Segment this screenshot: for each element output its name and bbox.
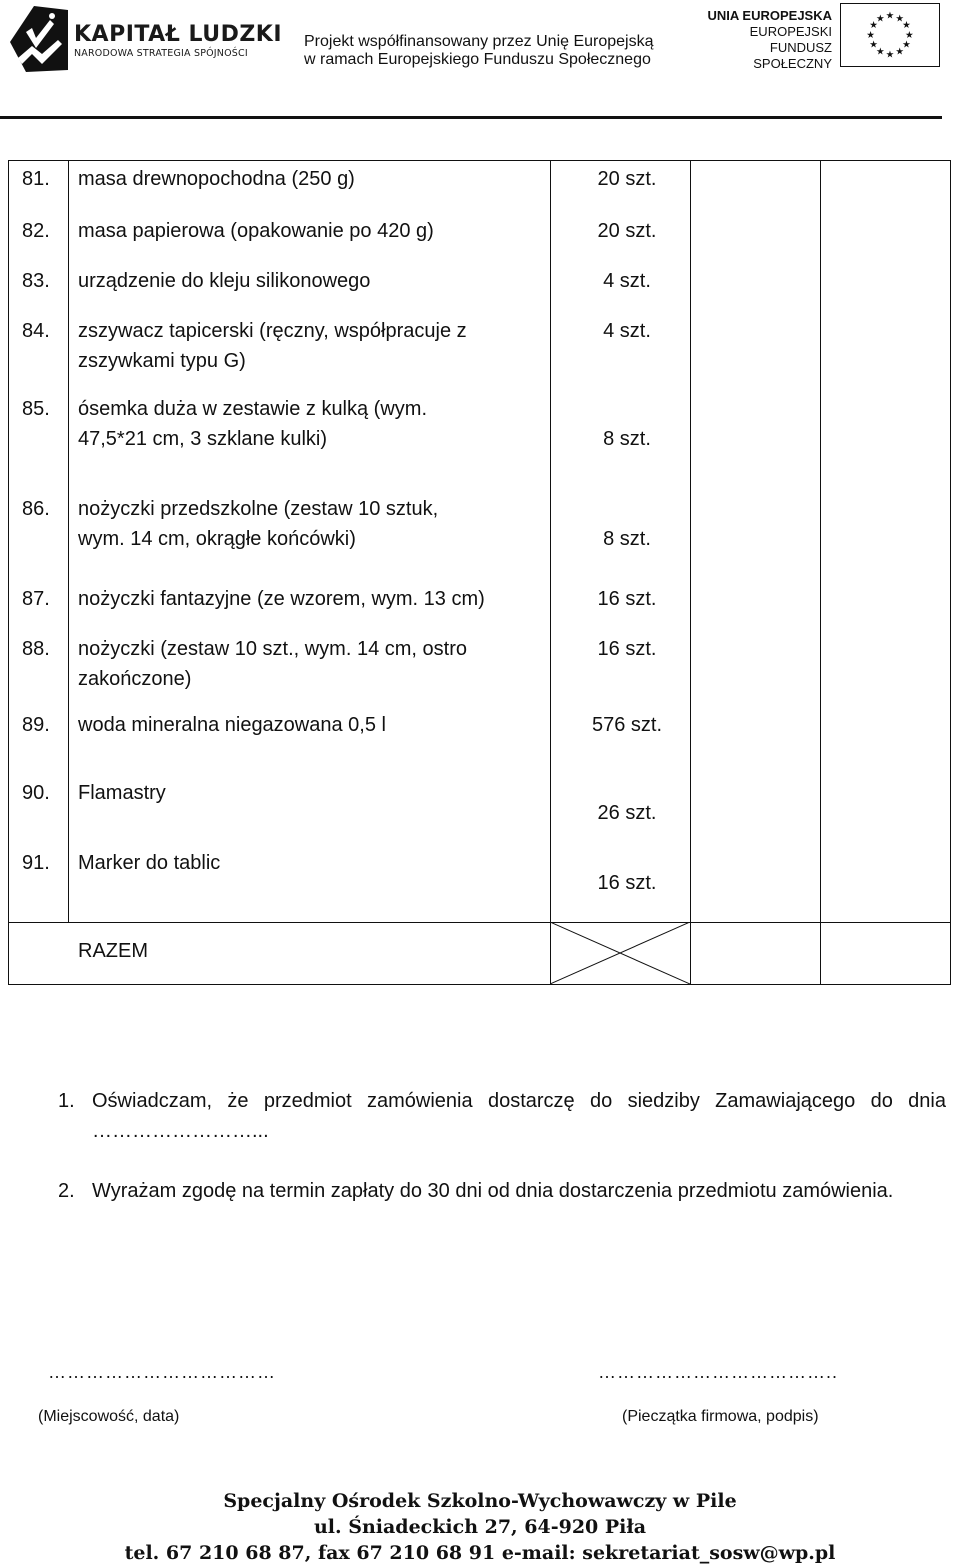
svg-text:★: ★ [869, 39, 878, 51]
svg-text:★: ★ [902, 20, 911, 32]
table-row [8, 262, 951, 312]
item-quantity: 16 szt. [597, 588, 657, 610]
item-number: 91. [22, 852, 50, 874]
item-number: 90. [22, 782, 50, 804]
svg-text:★: ★ [902, 39, 911, 51]
table-vline [820, 160, 821, 984]
table-vline [68, 160, 69, 922]
table-vline [8, 160, 9, 984]
statement-1 [58, 1086, 946, 1146]
item-number: 86. [22, 498, 50, 520]
item-number: 88. [22, 638, 50, 660]
table-row [8, 312, 951, 388]
item-name-line: zszywacz tapicerski (ręczny, współpracuje z [78, 320, 467, 342]
item-quantity: 20 szt. [597, 168, 657, 190]
table-hline [8, 984, 951, 985]
footer-contact: tel. 67 210 68 87, fax 67 210 68 91 e-mail: sekretariat_sosw@wp.pl [124, 1542, 836, 1564]
item-name-line: 47,5*21 cm, 3 szklane kulki) [78, 428, 328, 450]
table-hline [8, 160, 951, 161]
item-name-line: Marker do tablic [78, 852, 221, 874]
svg-text:★: ★ [905, 29, 914, 41]
item-name-line: woda mineralna niegazowana 0,5 l [78, 714, 386, 736]
total-label: RAZEM [78, 940, 148, 962]
statement-number: 2. [58, 1180, 75, 1202]
svg-text:★: ★ [869, 20, 878, 32]
item-name [78, 316, 548, 388]
item-number: 82. [22, 220, 50, 242]
svg-text:★: ★ [885, 49, 895, 61]
item-quantity: 8 szt. [603, 428, 651, 450]
item-quantity: 20 szt. [597, 220, 657, 242]
eu-line-3: FUNDUSZ SPOŁECZNY [753, 40, 832, 71]
item-number: 83. [22, 270, 50, 292]
item-name [78, 710, 548, 768]
item-name [78, 494, 548, 578]
svg-text:★: ★ [875, 13, 885, 25]
crossed-cell-icon [550, 922, 690, 984]
statement-text: Wyrażam zgodę na termin zapłaty do 30 dni od dnia dostarczenia przedmiotu zamówienia. [92, 1180, 894, 1202]
item-name-line: zakończone) [78, 668, 192, 690]
item-name-line: zszywkami typu G) [78, 350, 246, 372]
item-quantity: 26 szt. [597, 802, 657, 824]
table-row [8, 578, 951, 628]
svg-text:★: ★ [866, 29, 875, 41]
item-quantity: 16 szt. [597, 872, 657, 894]
statement-text: Oświadczam, że przedmiot zamówienia dostarczę do siedziby Zamawiającego do dnia ……………………... [92, 1090, 946, 1142]
item-name [78, 584, 548, 628]
eu-label [700, 8, 832, 72]
stamp-signature-line: ……………………………….. [598, 1362, 839, 1382]
item-name-line: masa papierowa (opakowanie po 420 g) [78, 220, 434, 242]
stamp-signature-caption: (Pieczątka firmowa, podpis) [622, 1408, 819, 1425]
item-name-line: urządzenie do kleju silikonowego [78, 270, 371, 292]
item-name [78, 216, 548, 262]
item-quantity: 576 szt. [591, 714, 663, 736]
place-date-line: ……………………………… [48, 1362, 276, 1382]
header-divider [0, 116, 942, 119]
item-number: 81. [22, 168, 50, 190]
project-info [304, 33, 654, 69]
table-row [8, 628, 951, 698]
item-name-line: Flamastry [78, 782, 166, 804]
kapital-ludzki-subtitle: NARODOWA STRATEGIA SPÓJNOŚCI [74, 48, 248, 59]
item-quantity: 4 szt. [603, 320, 651, 342]
table-row [8, 212, 951, 262]
project-line-2: w ramach Europejskiego Funduszu Społecznego [304, 51, 651, 68]
item-number: 89. [22, 714, 50, 736]
item-name-line: nożyczki przedszkolne (zestaw 10 sztuk, [78, 498, 439, 520]
table-row [8, 160, 951, 212]
table-hline [8, 922, 951, 923]
item-name [78, 778, 548, 838]
item-name-line: nożyczki (zestaw 10 szt., wym. 14 cm, ostro [78, 638, 467, 660]
item-number: 84. [22, 320, 50, 342]
item-quantity: 16 szt. [597, 638, 657, 660]
svg-text:★: ★ [895, 46, 905, 58]
kapital-ludzki-title: KAPITAŁ LUDZKI [74, 22, 283, 47]
table-vline [690, 160, 691, 984]
footer-institution: Specjalny Ośrodek Szkolno-Wychowawczy w Pile [223, 1490, 737, 1512]
table-row [8, 388, 951, 488]
table-row [8, 488, 951, 578]
item-quantity: 8 szt. [603, 528, 651, 550]
table-row [8, 768, 951, 838]
item-name [78, 634, 548, 698]
item-name-line: masa drewnopochodna (250 g) [78, 168, 355, 190]
item-name [78, 848, 548, 908]
table-row [8, 698, 951, 768]
statement-2 [58, 1176, 946, 1206]
table-vline [950, 160, 951, 984]
item-quantity: 4 szt. [603, 270, 651, 292]
project-line-1: Projekt współfinansowany przez Unię Europejską [304, 33, 654, 50]
place-date-caption: (Miejscowość, data) [38, 1408, 180, 1425]
eu-flag-icon [840, 3, 940, 67]
item-number: 85. [22, 398, 50, 420]
footer-address: ul. Śniadeckich 27, 64-920 Piła [313, 1516, 647, 1538]
total-row [8, 922, 951, 984]
item-name [78, 266, 548, 312]
svg-text:★: ★ [895, 13, 905, 25]
eu-line-2: EUROPEJSKI [749, 24, 832, 39]
item-name-line: wym. 14 cm, okrągłe końcówki) [78, 528, 356, 550]
item-name [78, 164, 548, 212]
svg-text:★: ★ [885, 10, 895, 22]
item-number: 87. [22, 588, 50, 610]
table-vline [550, 160, 551, 984]
eu-line-1: UNIA EUROPEJSKA [707, 8, 832, 23]
statement-number: 1. [58, 1090, 75, 1112]
table-row [8, 838, 951, 908]
item-name [78, 394, 548, 488]
svg-text:★: ★ [875, 46, 885, 58]
item-name-line: ósemka duża w zestawie z kulką (wym. [78, 398, 428, 420]
item-name-line: nożyczki fantazyjne (ze wzorem, wym. 13 cm) [78, 588, 485, 610]
